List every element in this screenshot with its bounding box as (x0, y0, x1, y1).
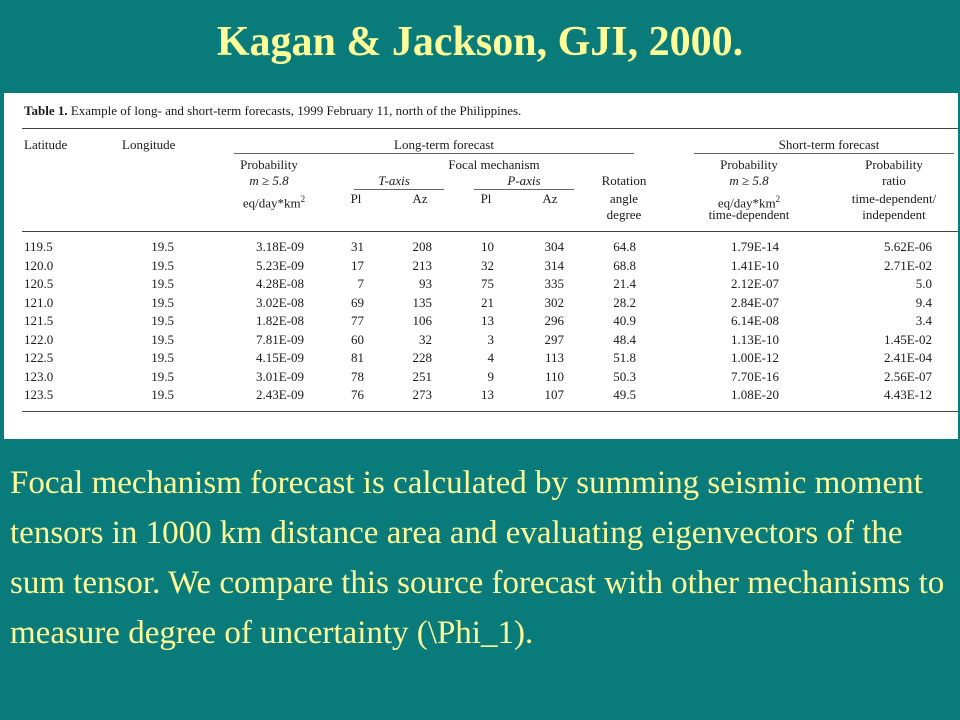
header-units-text: eq/day*km (242, 195, 301, 211)
cell-longitude: 19.5 (151, 350, 174, 365)
cell-probability: 2.43E-09 (255, 387, 304, 402)
table-row (4, 275, 958, 293)
cell-p-azimuth: 304 (544, 239, 564, 254)
cell-p-plunge: 75 (481, 276, 494, 291)
short-term-subrule (694, 153, 954, 154)
table-row (4, 294, 958, 312)
table-caption-label: Table 1. (24, 103, 68, 118)
cell-t-azimuth: 106 (412, 313, 432, 328)
cell-latitude: 123.5 (24, 387, 54, 402)
cell-t-plunge: 69 (351, 294, 364, 310)
cell-p-azimuth: 113 (544, 350, 564, 365)
cell-t-azimuth: 273 (412, 387, 432, 402)
cell-t-plunge: 76 (351, 387, 364, 402)
cell-t-azimuth: 228 (412, 350, 432, 365)
cell-probability-ratio: 4.43E-12 (883, 387, 932, 402)
header-short-term-forecast: Short-term forecast (778, 137, 880, 152)
header-p-az: Az (542, 191, 558, 206)
cell-short-term-probability: 7.70E-16 (730, 368, 779, 384)
cell-short-term-probability: 1.08E-20 (730, 387, 779, 402)
cell-probability-ratio: 5.62E-06 (883, 239, 932, 254)
cell-probability-ratio: 1.45E-02 (883, 331, 932, 347)
header-t-pl: Pl (350, 191, 362, 206)
header-p-axis: P-axis (507, 173, 541, 188)
table-bottom-rule (22, 411, 958, 412)
header-ratio-2: ratio (882, 173, 906, 188)
cell-longitude: 19.5 (151, 368, 174, 384)
cell-short-term-probability: 1.13E-10 (730, 331, 779, 347)
cell-p-azimuth: 302 (544, 294, 564, 310)
cell-p-plunge: 13 (481, 387, 494, 402)
cell-longitude: 19.5 (151, 257, 174, 273)
table-row (4, 257, 958, 275)
cell-probability-ratio: 9.4 (915, 294, 932, 310)
header-ratio-4: independent (862, 207, 926, 222)
cell-rotation: 48.4 (613, 331, 636, 347)
header-t-axis: T-axis (378, 173, 410, 188)
cell-rotation: 21.4 (613, 276, 636, 291)
cell-probability: 4.15E-09 (255, 350, 304, 365)
cell-probability-ratio: 2.71E-02 (883, 257, 932, 273)
cell-latitude: 120.0 (24, 257, 54, 273)
cell-longitude: 19.5 (151, 331, 174, 347)
header-units-exp: 2 (300, 194, 306, 204)
header-st-units-exp: 2 (775, 194, 781, 204)
cell-p-plunge: 32 (481, 257, 494, 273)
table-caption (24, 103, 521, 119)
cell-latitude: 121.5 (24, 313, 54, 328)
cell-latitude: 122.0 (24, 331, 54, 347)
cell-p-azimuth: 314 (544, 257, 564, 273)
header-bottom-rule (22, 231, 958, 232)
table-top-rule (22, 128, 958, 129)
cell-longitude: 19.5 (151, 239, 174, 254)
cell-short-term-probability: 1.41E-10 (730, 257, 779, 273)
cell-probability: 3.18E-09 (255, 239, 304, 254)
cell-p-plunge: 13 (481, 313, 494, 328)
table-caption-text: Example of long- and short-term forecasts, 1999 February 11, north of the Philippines. (70, 103, 522, 118)
header-ratio-3: time-dependent/ (851, 191, 937, 206)
cell-t-plunge: 31 (351, 239, 364, 254)
cell-p-azimuth: 296 (544, 313, 564, 328)
header-st-units-text: eq/day*km (717, 195, 776, 211)
cell-probability: 3.02E-08 (255, 294, 304, 310)
cell-p-plunge: 3 (487, 331, 494, 347)
table-row (4, 331, 958, 349)
header-long-term-forecast: Long-term forecast (394, 137, 494, 152)
cell-t-plunge: 78 (351, 368, 364, 384)
cell-longitude: 19.5 (151, 276, 174, 291)
header-probability: Probability (240, 157, 298, 172)
cell-t-plunge: 77 (351, 313, 364, 328)
cell-rotation: 50.3 (613, 368, 636, 384)
header-longitude: Longitude (122, 137, 176, 152)
cell-longitude: 19.5 (151, 294, 174, 310)
header-degree: degree (606, 207, 642, 222)
header-focal-mechanism: Focal mechanism (448, 157, 540, 172)
cell-short-term-probability: 2.84E-07 (730, 294, 779, 310)
header-rotation: Rotation (601, 173, 647, 188)
cell-latitude: 120.5 (24, 276, 54, 291)
slide-title: Kagan & Jackson, GJI, 2000. (216, 19, 744, 65)
table-row (4, 349, 958, 367)
t-axis-subrule (354, 189, 444, 190)
cell-latitude: 123.0 (24, 368, 54, 384)
cell-probability: 5.23E-09 (255, 257, 304, 273)
slide-body-text: Focal mechanism forecast is calculated by summing seismic moment tensors in 1000 km distance area and evaluating eigenvectors of the sum tensor. We compare this source forecast with other mechanisms to measure degree of uncertainty (\Phi_1). (10, 465, 945, 651)
cell-t-plunge: 60 (351, 331, 364, 347)
cell-short-term-probability: 1.00E-12 (730, 350, 779, 365)
cell-probability-ratio: 3.4 (915, 313, 932, 328)
cell-p-plunge: 21 (481, 294, 494, 310)
cell-probability-ratio: 2.41E-04 (883, 350, 932, 365)
long-term-subrule (234, 153, 634, 154)
cell-t-plunge: 81 (351, 350, 364, 365)
cell-t-azimuth: 32 (419, 331, 432, 347)
cell-rotation: 64.8 (613, 239, 636, 254)
cell-rotation: 40.9 (613, 313, 636, 328)
header-m-threshold: m ≥ 5.8 (249, 173, 289, 188)
cell-short-term-probability: 2.12E-07 (730, 276, 779, 291)
cell-rotation: 68.8 (613, 257, 636, 273)
cell-probability-ratio: 5.0 (915, 276, 932, 291)
cell-probability: 7.81E-09 (255, 331, 304, 347)
cell-probability-ratio: 2.56E-07 (883, 368, 932, 384)
cell-longitude: 19.5 (151, 387, 174, 402)
cell-p-azimuth: 335 (544, 276, 564, 291)
cell-t-azimuth: 208 (412, 239, 432, 254)
table-row (4, 368, 958, 386)
cell-probability: 1.82E-08 (255, 313, 304, 328)
cell-probability: 3.01E-09 (255, 368, 304, 384)
cell-rotation: 51.8 (613, 350, 636, 365)
cell-p-azimuth: 297 (544, 331, 564, 347)
header-st-timedep: time-dependent (708, 207, 790, 222)
table-row (4, 238, 958, 256)
cell-rotation: 28.2 (613, 294, 636, 310)
header-units (224, 191, 324, 211)
cell-t-azimuth: 135 (412, 294, 432, 310)
cell-latitude: 122.5 (24, 350, 54, 365)
forecast-table-image (4, 93, 958, 439)
header-st-probability: Probability (720, 157, 778, 172)
cell-t-azimuth: 213 (412, 257, 432, 273)
header-t-az: Az (412, 191, 428, 206)
header-st-m: m ≥ 5.8 (729, 173, 769, 188)
cell-p-plunge: 4 (487, 350, 494, 365)
cell-short-term-probability: 6.14E-08 (730, 313, 779, 328)
header-angle: angle (609, 191, 639, 206)
cell-p-azimuth: 107 (544, 387, 564, 402)
table-row (4, 312, 958, 330)
header-p-pl: Pl (480, 191, 492, 206)
cell-latitude: 121.0 (24, 294, 54, 310)
cell-t-azimuth: 93 (419, 276, 432, 291)
cell-probability: 4.28E-08 (255, 276, 304, 291)
header-latitude: Latitude (24, 137, 68, 152)
table-row (4, 386, 958, 404)
cell-t-plunge: 7 (357, 276, 364, 291)
header-ratio-1: Probability (865, 157, 923, 172)
cell-p-plunge: 9 (487, 368, 494, 384)
cell-p-azimuth: 110 (544, 368, 564, 384)
cell-t-plunge: 17 (351, 257, 364, 273)
p-axis-subrule (474, 189, 574, 190)
cell-latitude: 119.5 (24, 239, 53, 254)
cell-t-azimuth: 251 (412, 368, 432, 384)
cell-longitude: 19.5 (151, 313, 174, 328)
cell-p-plunge: 10 (481, 239, 494, 254)
cell-rotation: 49.5 (613, 387, 636, 402)
cell-short-term-probability: 1.79E-14 (730, 239, 779, 254)
